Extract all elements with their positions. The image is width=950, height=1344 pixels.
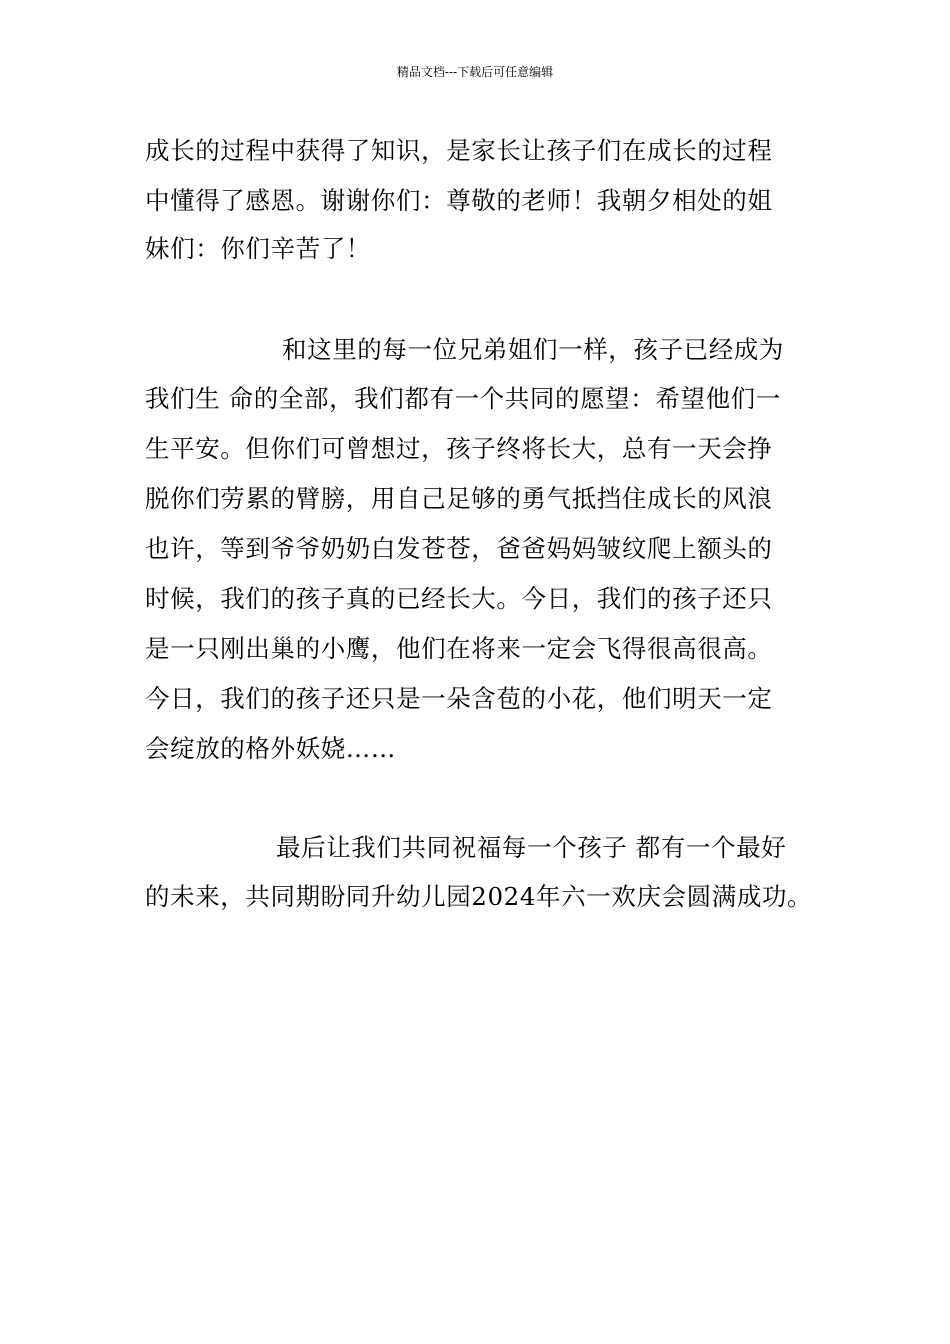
text-line: 今日，我们的孩子还只是一朵含苞的小花，他们明天一定 — [145, 684, 773, 713]
text-line: 时候，我们的孩子真的已经长大。今日，我们的孩子还只 — [145, 584, 773, 613]
text-line: 和这里的每一位兄弟姐们一样，孩子已经成为 — [282, 335, 784, 364]
text-line: 也许，等到爷爷奶奶白发苍苍，爸爸妈妈皱纹爬上额头的 — [145, 534, 773, 563]
text-line: 成长的过程中获得了知识，是家长让孩子们在成长的过程 — [145, 136, 773, 165]
text-line: 妹们：你们辛苦了！ — [145, 234, 371, 263]
text-line: 的未来，共同期盼同升幼儿园2024年六一欢庆会圆满成功。 — [145, 882, 813, 911]
text-line: 中懂得了感恩。谢谢你们：尊敬的老师！我朝夕相处的姐 — [145, 186, 773, 215]
text-line: 是一只刚出巢的小鹰，他们在将来一定会飞得很高很高。 — [145, 634, 773, 663]
page-header: 精品文档---下载后可任意编辑 — [396, 65, 554, 79]
text-line: 脱你们劳累的臂膀，用自己足够的勇气抵挡住成长的风浪 — [145, 484, 773, 513]
text-line: 我们生 命的全部，我们都有一个共同的愿望：希望他们一 — [145, 384, 781, 413]
text-line: 会绽放的格外妖娆…… — [145, 734, 396, 763]
text-line: 最后让我们共同祝福每一个孩子 都有一个最好 — [276, 833, 787, 862]
text-line: 生平安。但你们可曾想过，孩子终将长大，总有一天会挣 — [145, 434, 773, 463]
